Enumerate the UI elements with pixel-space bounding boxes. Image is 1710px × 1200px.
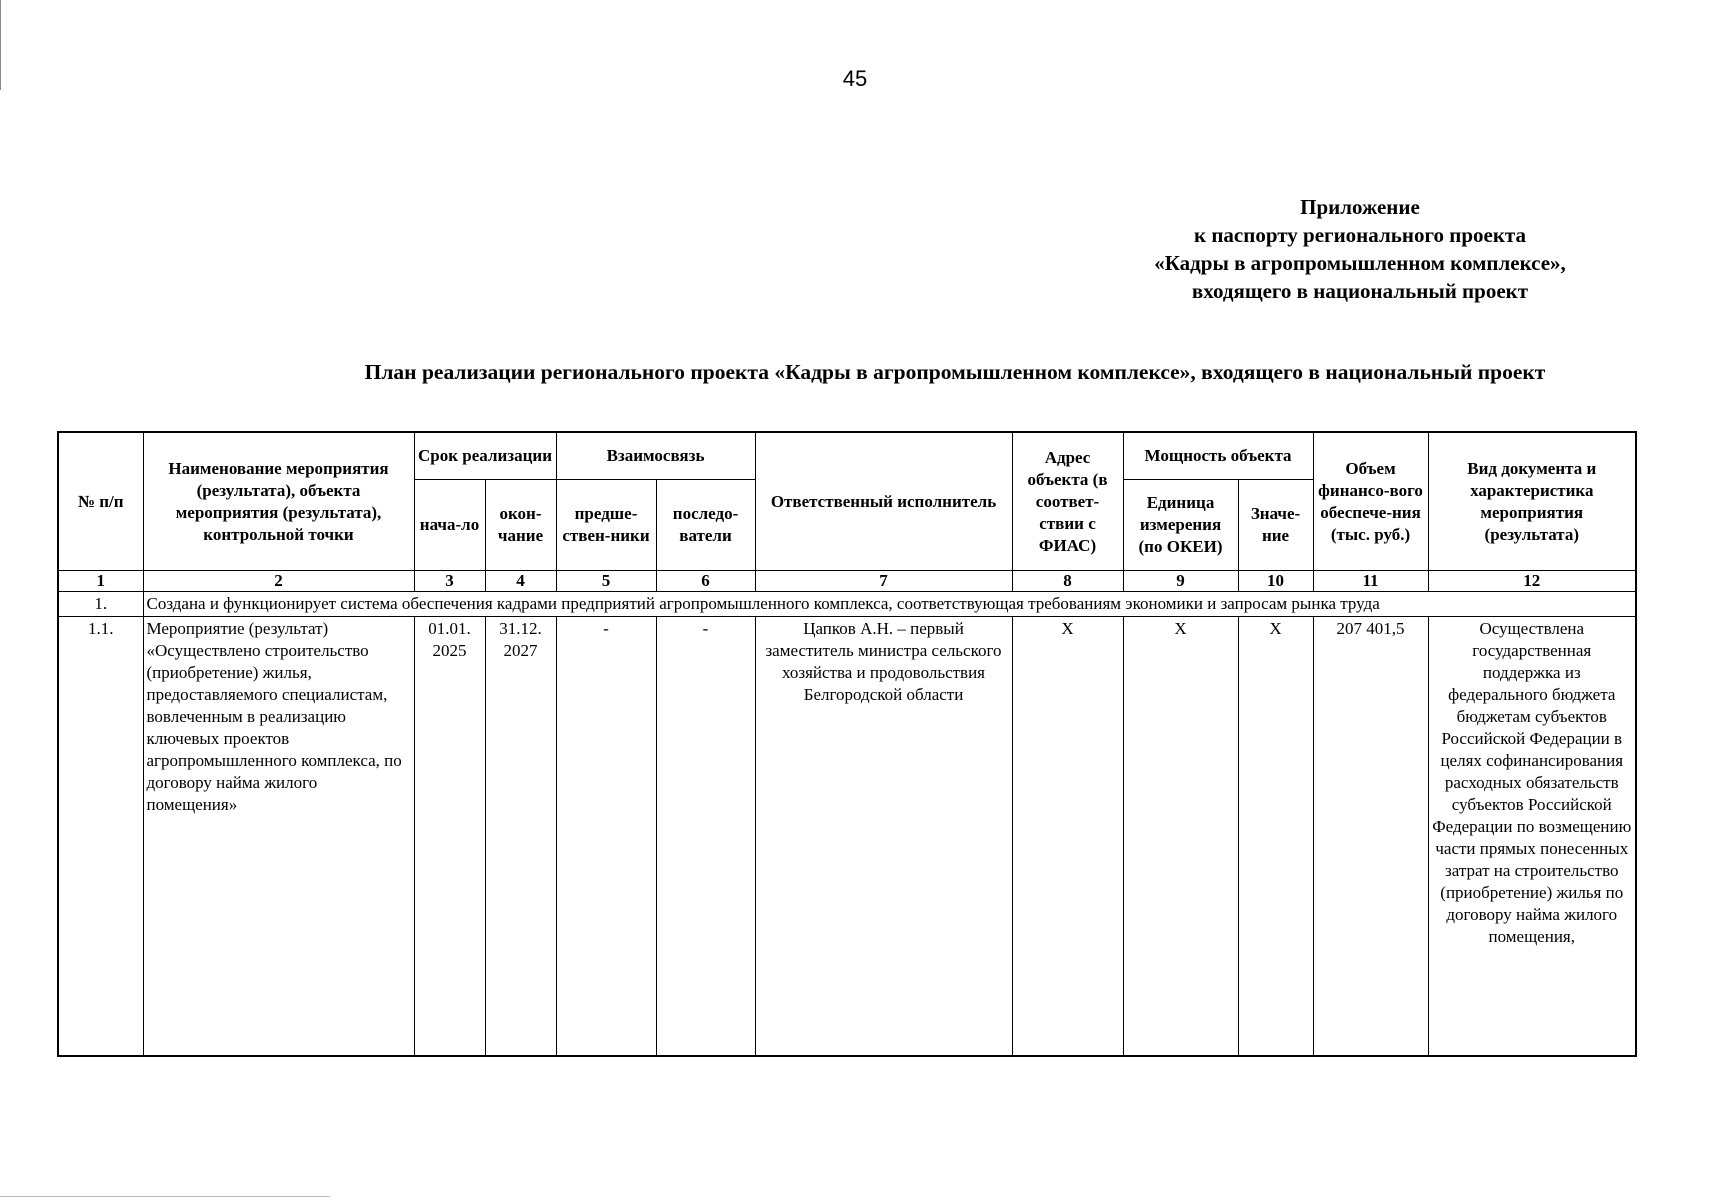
row-funding: 207 401,5 [1313, 617, 1428, 1057]
column-number: 8 [1012, 571, 1123, 592]
column-numbers-row [58, 571, 1636, 592]
row-name: Мероприятие (результат) «Осуществлено строительство (приобретение) жилья, предоставляемого специалистам, вовлеченным в реализацию ключевых проектов агропромышленного комплекса, по договору найма жилого помещения» [143, 617, 414, 1057]
header-funding: Объем финансо-вого обеспече-ния (тыс. руб.) [1313, 432, 1428, 571]
row-end-date: 31.12. 2027 [485, 617, 556, 1057]
column-number: 6 [656, 571, 755, 592]
appendix-line-2: к паспорту регионального проекта [1193, 223, 1526, 247]
header-relation-prev: предше-ствен-ники [556, 480, 656, 571]
row-value: Х [1238, 617, 1313, 1057]
column-number: 11 [1313, 571, 1428, 592]
appendix-line-3: «Кадры в агропромышленном комплексе», [1154, 251, 1566, 275]
header-num: № п/п [58, 432, 143, 571]
header-doc-type: Вид документа и характеристика мероприятия (результата) [1428, 432, 1636, 571]
header-capacity: Мощность объекта [1123, 432, 1313, 480]
section-row [58, 592, 1636, 617]
appendix-header [1080, 193, 1640, 305]
scan-bottom-line [0, 1196, 330, 1197]
header-relation-next: последо-ватели [656, 480, 755, 571]
row-successors: - [656, 617, 755, 1057]
plan-title: План реализации регионального проекта «Кадры в агропромышленном комплексе», входящего в национальный проект [364, 360, 1546, 384]
plan-table [57, 431, 1637, 1057]
section-text: Создана и функционирует система обеспечения кадрами предприятий агропромышленного комплекса, соответствующая требованиям экономики и запросам рынка труда [143, 592, 1636, 617]
header-address: Адрес объекта (в соответ-ствии с ФИАС) [1012, 432, 1123, 571]
header-period: Срок реализации [414, 432, 556, 480]
row-unit: Х [1123, 617, 1238, 1057]
row-predecessors: - [556, 617, 656, 1057]
column-number: 2 [143, 571, 414, 592]
appendix-line-1: Приложение [1300, 195, 1420, 219]
header-period-start: нача-ло [414, 480, 485, 571]
column-number: 1 [58, 571, 143, 592]
row-number: 1.1. [58, 617, 143, 1057]
column-number: 7 [755, 571, 1012, 592]
header-period-end: окон-чание [485, 480, 556, 571]
header-row-1 [58, 432, 1636, 480]
table-row [58, 617, 1636, 1057]
column-number: 9 [1123, 571, 1238, 592]
column-number: 10 [1238, 571, 1313, 592]
header-responsible: Ответственный исполнитель [755, 432, 1012, 571]
row-start-date: 01.01. 2025 [414, 617, 485, 1057]
header-capacity-value: Значе-ние [1238, 480, 1313, 571]
header-capacity-unit: Единица измерения (по ОКЕИ) [1123, 480, 1238, 571]
column-number: 12 [1428, 571, 1636, 592]
column-number: 3 [414, 571, 485, 592]
row-doc-type: Осуществлена государственная поддержка из федерального бюджета бюджетам субъектов Российской Федерации в целях софинансирования расходных обязательств субъектов Российской Федерации по возмещению части прямых понесенных затрат на строительство (приобретение) жилья по договору найма жилого помещения, [1428, 617, 1636, 1057]
header-name: Наименование мероприятия (результата), объекта мероприятия (результата), контрольной точки [143, 432, 414, 571]
row-responsible: Цапков А.Н. – первый заместитель министра сельского хозяйства и продовольствия Белгородской области [755, 617, 1012, 1057]
column-number: 4 [485, 571, 556, 592]
section-number: 1. [58, 592, 143, 617]
appendix-line-4: входящего в национальный проект [1191, 279, 1529, 303]
page-number: 45 [842, 66, 868, 91]
header-relation: Взаимосвязь [556, 432, 755, 480]
column-number: 5 [556, 571, 656, 592]
row-address: Х [1012, 617, 1123, 1057]
